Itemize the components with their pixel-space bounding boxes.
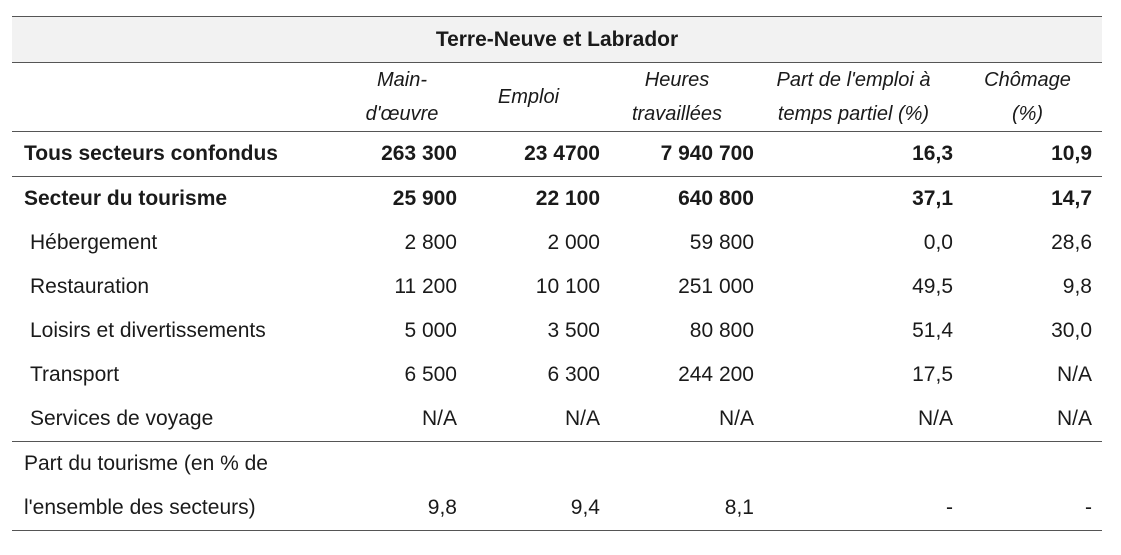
row-label: Tous secteurs confondus [24,142,278,165]
cell: 14,7 [1051,187,1092,210]
cell: 30,0 [1051,319,1092,342]
cell: 263 300 [381,142,457,165]
cell: 25 900 [392,187,457,210]
cell: N/A [564,407,600,430]
cell: 17,5 [912,363,953,386]
footer-row-line1 [12,442,1102,487]
table-row [12,132,1102,177]
row-label: Hébergement [30,231,158,254]
cell: N/A [718,407,754,430]
data-table-container [12,16,1102,531]
footer-row-line2 [12,486,1102,531]
cell: N/A [917,407,953,430]
tourism-table [12,63,1102,531]
table-row [12,221,1102,265]
cell: 8,1 [724,496,754,519]
row-label: Restauration [30,275,150,298]
cell: - [1085,496,1092,519]
row-label: Loisirs et divertissements [30,319,266,342]
cell: 49,5 [912,275,953,298]
cell: 11 200 [394,275,457,298]
footer-label-line2: l'ensemble des secteurs) [24,496,256,519]
cell: 9,8 [427,496,457,519]
cell: 80 800 [689,319,754,342]
table-row [12,397,1102,442]
cell: 59 800 [689,231,754,254]
cell: 0,0 [923,231,953,254]
row-label: Transport [30,363,120,386]
cell: 3 500 [547,319,600,342]
row-label: Services de voyage [30,407,214,430]
cell: - [946,496,953,519]
col-header-chomage: Chômage (%) [984,69,1071,125]
header-row [12,63,1102,132]
cell: 10 100 [535,275,600,298]
row-label: Secteur du tourisme [24,187,228,210]
table-row [12,309,1102,353]
cell: 16,3 [912,142,953,165]
footer-label-line1: Part du tourisme (en % de [24,452,268,475]
cell: 28,6 [1051,231,1092,254]
cell: N/A [1056,363,1092,386]
table-row [12,177,1102,222]
header-blank [12,63,347,132]
cell: 2 800 [404,231,457,254]
cell: 244 200 [678,363,754,386]
cell: 9,8 [1062,275,1092,298]
cell: 6 300 [547,363,600,386]
cell: 51,4 [912,319,953,342]
col-header-main-doeuvre: Main- d'œuvre [365,69,439,125]
cell: 22 100 [535,187,600,210]
cell: 640 800 [678,187,754,210]
cell: N/A [1056,407,1092,430]
table-row [12,265,1102,309]
cell: 6 500 [404,363,457,386]
cell: 5 000 [404,319,457,342]
cell: 37,1 [912,187,953,210]
cell: 251 000 [678,275,754,298]
cell: 10,9 [1051,142,1092,165]
col-header-emploi: Emploi [497,86,560,108]
col-header-heures: Heures travaillées [631,69,723,125]
cell: 2 000 [547,231,600,254]
cell: 9,4 [570,496,600,519]
table-row [12,353,1102,397]
cell: 7 940 700 [660,142,754,165]
cell: 23 4700 [524,142,600,165]
table-title: Terre-Neuve et Labrador [12,16,1102,63]
cell: N/A [421,407,457,430]
col-header-temps-partiel: Part de l'emploi à temps partiel (%) [776,69,931,125]
